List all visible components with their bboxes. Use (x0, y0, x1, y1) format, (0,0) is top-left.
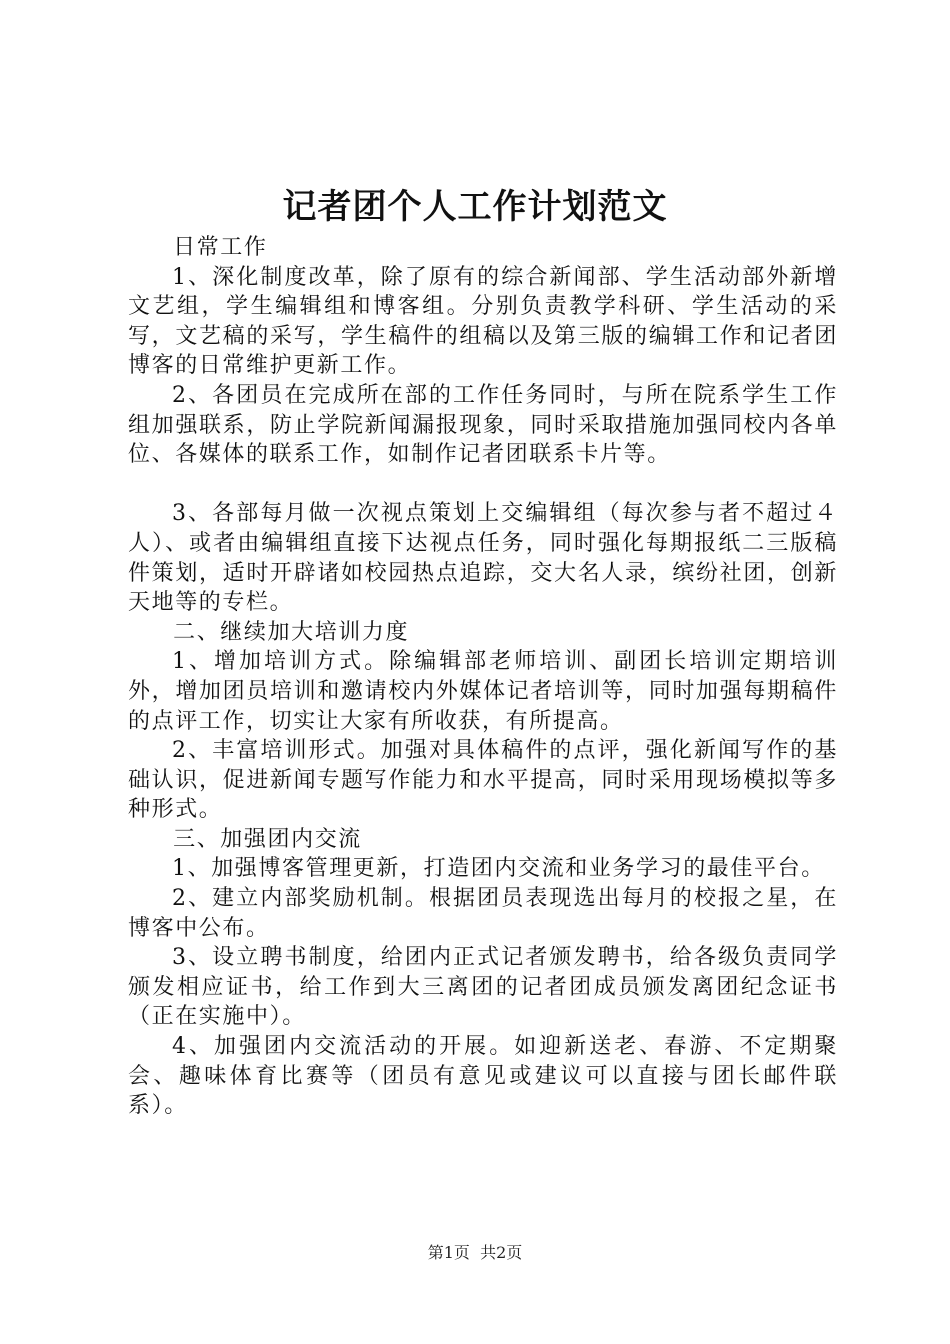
section-heading-communication: 三、加强团内交流 (173, 826, 362, 852)
blank-line (128, 470, 838, 500)
paragraph-item-2: 2、各团员在完成所在部的工作任务同时，与所在院系学生工作组加强联系，防止学院新闻漏报现象，同时采取措施加强同校内各单位、各媒体的联系工作，如制作记者团联系卡片等。 (128, 382, 838, 468)
paragraph-training-2: 2、丰富培训形式。加强对具体稿件的点评，强化新闻写作的基础认识，促进新闻专题写作能力和水平提高，同时采用现场模拟等多种形式。 (128, 738, 838, 823)
paragraph-communication-2: 2、建立内部奖励机制。根据团员表现选出每月的校报之星，在博客中公布。 (128, 886, 838, 941)
footer-gap (470, 1243, 480, 1262)
document-title: 记者团个人工作计划范文 (282, 187, 668, 227)
paragraph-communication-3: 3、设立聘书制度，给团内正式记者颁发聘书，给各级负责同学颁发相应证书，给工作到大三离团的记者团成员颁发离团纪念证书（正在实施中）。 (128, 945, 838, 1030)
paragraph-item-1: 1、深化制度改革，除了原有的综合新闻部、学生活动部外新增文艺组，学生编辑组和博客组。分别负责教学科研、学生活动的采写，文艺稿的采写，学生稿件的组稿以及第三版的编辑工作和记者团博客的日常维护更新工作。 (128, 264, 838, 379)
paragraph-communication-4: 4、加强团内交流活动的开展。如迎新送老、春游、不定期聚会、趣味体育比赛等（团员有意见或建议可以直接与团长邮件联系）。 (128, 1034, 838, 1119)
section-heading-training: 二、继续加大培训力度 (173, 619, 410, 645)
paragraph-training-1: 1、增加培训方式。除编辑部老师培训、副团长培训定期培训外，增加团员培训和邀请校内外媒体记者培训等，同时加强每期稿件的点评工作，切实让大家有所收获，有所提高。 (128, 649, 838, 734)
section-heading-daily-work: 日常工作 (173, 235, 268, 260)
page-total: 共2页 (480, 1243, 523, 1262)
paragraph-communication-1: 1、加强博客管理更新，打造团内交流和业务学习的最佳平台。 (172, 856, 825, 882)
document-body (128, 233, 838, 1121)
page-number: 第1页 (427, 1243, 470, 1262)
page-footer (0, 1241, 950, 1265)
paragraph-item-3: 3、各部每月做一次视点策划上交编辑组（每次参与者不超过４人）、或者由编辑组直接下达视点任务，同时强化每期报纸二三版稿件策划，适时开辟诸如校园热点追踪，交大名人录，缤纷社团，创新天地等的专栏。 (128, 501, 838, 616)
